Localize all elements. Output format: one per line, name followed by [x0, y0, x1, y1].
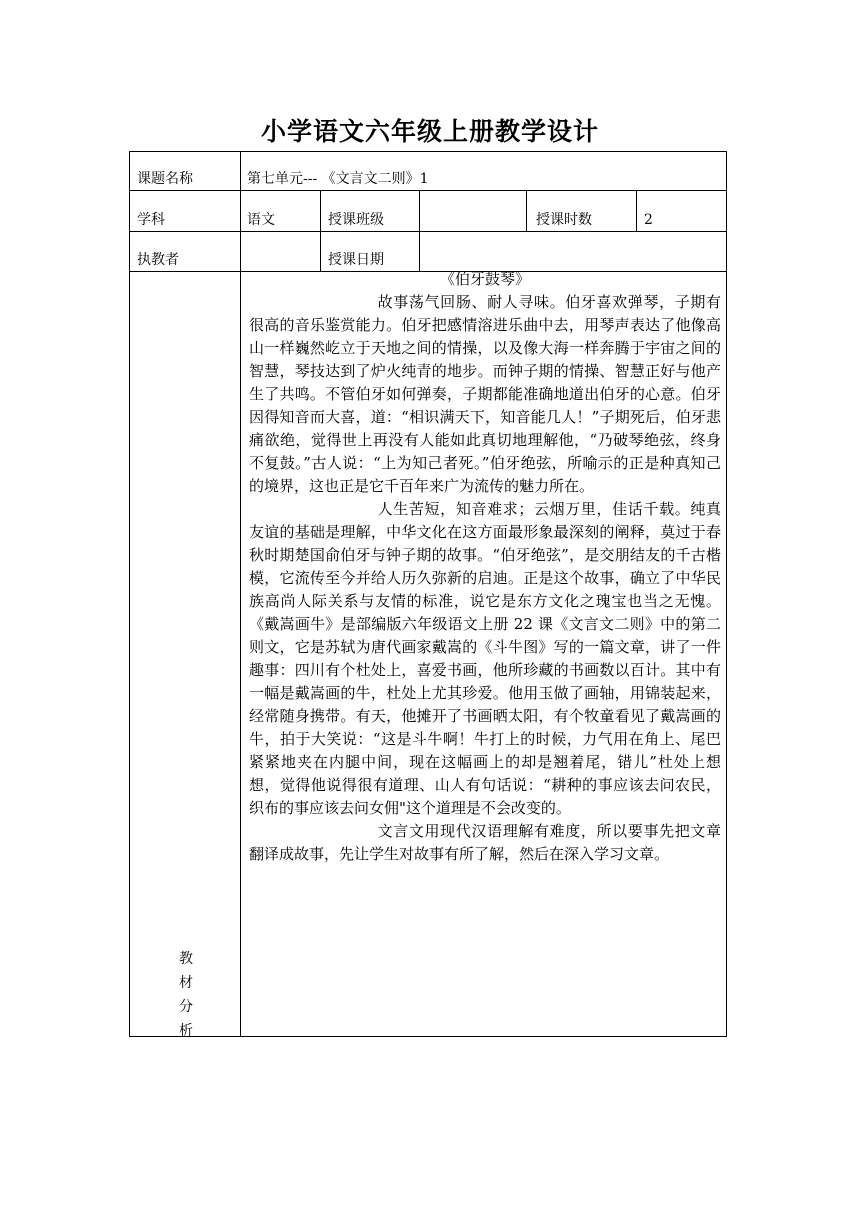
table-border-top [129, 151, 727, 152]
paragraph [249, 498, 721, 820]
table-border-left [129, 151, 130, 1037]
hours-value: 2 [644, 212, 653, 228]
column-divider-4 [526, 190, 527, 231]
lesson-plan-table [129, 151, 727, 1037]
hours-label: 授课时数 [536, 212, 592, 228]
label-char: 材 [179, 975, 193, 991]
paragraph-text: 文言文用现代汉语理解有难度，所以要事先把文章翻译成故事，先让学生对故事有所了解，然后在深入学习文章。 [249, 822, 721, 863]
table-border-bottom [129, 1036, 727, 1037]
subject-label: 学科 [137, 212, 165, 228]
section-heading: 《伯牙鼓琴》 [439, 270, 530, 288]
material-analysis-content [249, 268, 721, 866]
paragraph-text: 人生苦短，知音难求；云烟万里，佳话千载。纯真友谊的基础是理解，中华文化在这方面最形象最深刻的阐释，莫过于春秋时期楚国俞伯牙与钟子期的故事。“伯牙绝弦”，是交朋结友的千古楷模，它流传至今并给人历久弥新的启迪。正是这个故事，确立了中华民族高尚人际关系与友情的标准，说它是东方文化之瑰宝也当之无愧。《戴嵩画牛》是部编版六年级语文上册 22 课《文言文二则》中的第二则文，它是苏轼为唐代画家戴嵩的《斗牛图》写的一篇文章，讲了一件趣事：四川有个杜处上，喜爱书画，他所珍藏的书画数以百计。其中有一幅是戴嵩画的牛，杜处上尤其珍爱。他用玉做了画轴，用锦装起来，经常随身携带。有天，他摊开了书画晒太阳，有个牧童看见了戴嵩画的牛，拍于大笑说：“这是斗牛啊！牛打上的时候，力气用在角上、尾巴紧紧地夹在内腿中间，现在这幅画上的却是翘着尾，错儿”杜处上想想，觉得他说得很有道理、山人有句话说：“耕种的事应该去问农民，织布的事应该去问女佣"这个道理是不会改变的。 [249, 500, 721, 817]
label-char: 教 [179, 951, 193, 967]
label-char: 析 [179, 1023, 193, 1039]
column-divider-3 [419, 190, 420, 271]
material-analysis-label [171, 947, 201, 1043]
row-divider-2 [129, 231, 727, 232]
lesson-title-label: 课题名称 [137, 171, 193, 187]
class-label: 授课班级 [328, 212, 384, 228]
table-border-right [726, 151, 727, 1037]
column-divider-5 [636, 190, 637, 231]
paragraph-text: 故事荡气回肠、耐人寻味。伯牙喜欢弹琴，子期有很高的音乐鉴赏能力。伯牙把感情溶进乐曲中去，用琴声表达了他像高山一样巍然屹立于天地之间的情操，以及像大海一样奔腾于宇宙之间的智慧，琴技达到了炉火纯青的地步。而钟子期的情操、智慧正好与他产生了共鸣。不管伯牙如何弹奏，子期都能准确地道出伯牙的心意。伯牙因得知音而大喜，道：“相识满天下，知音能几人！”子期死后，伯牙悲痛欲绝，觉得世上再没有人能如此真切地理解他，“乃破琴绝弦，终身不复鼓。”古人说：“上为知己者死。”伯牙绝弦，所喻示的正是种真知己的境界，这也正是它千百年来广为流传的魅力所在。 [249, 293, 721, 495]
column-divider-label [240, 151, 241, 1037]
lesson-title-value: 第七单元--- 《文言文二则》1 [247, 171, 429, 187]
paragraph [249, 291, 721, 498]
subject-value: 语文 [247, 212, 275, 228]
column-divider-2 [320, 190, 321, 271]
document-title: 小学语文六年级上册教学设计 [260, 117, 599, 146]
label-char: 分 [179, 999, 193, 1015]
row-divider-1 [129, 190, 727, 191]
paragraph [249, 820, 721, 866]
teacher-label: 执教者 [137, 252, 179, 268]
date-label: 授课日期 [328, 252, 384, 268]
